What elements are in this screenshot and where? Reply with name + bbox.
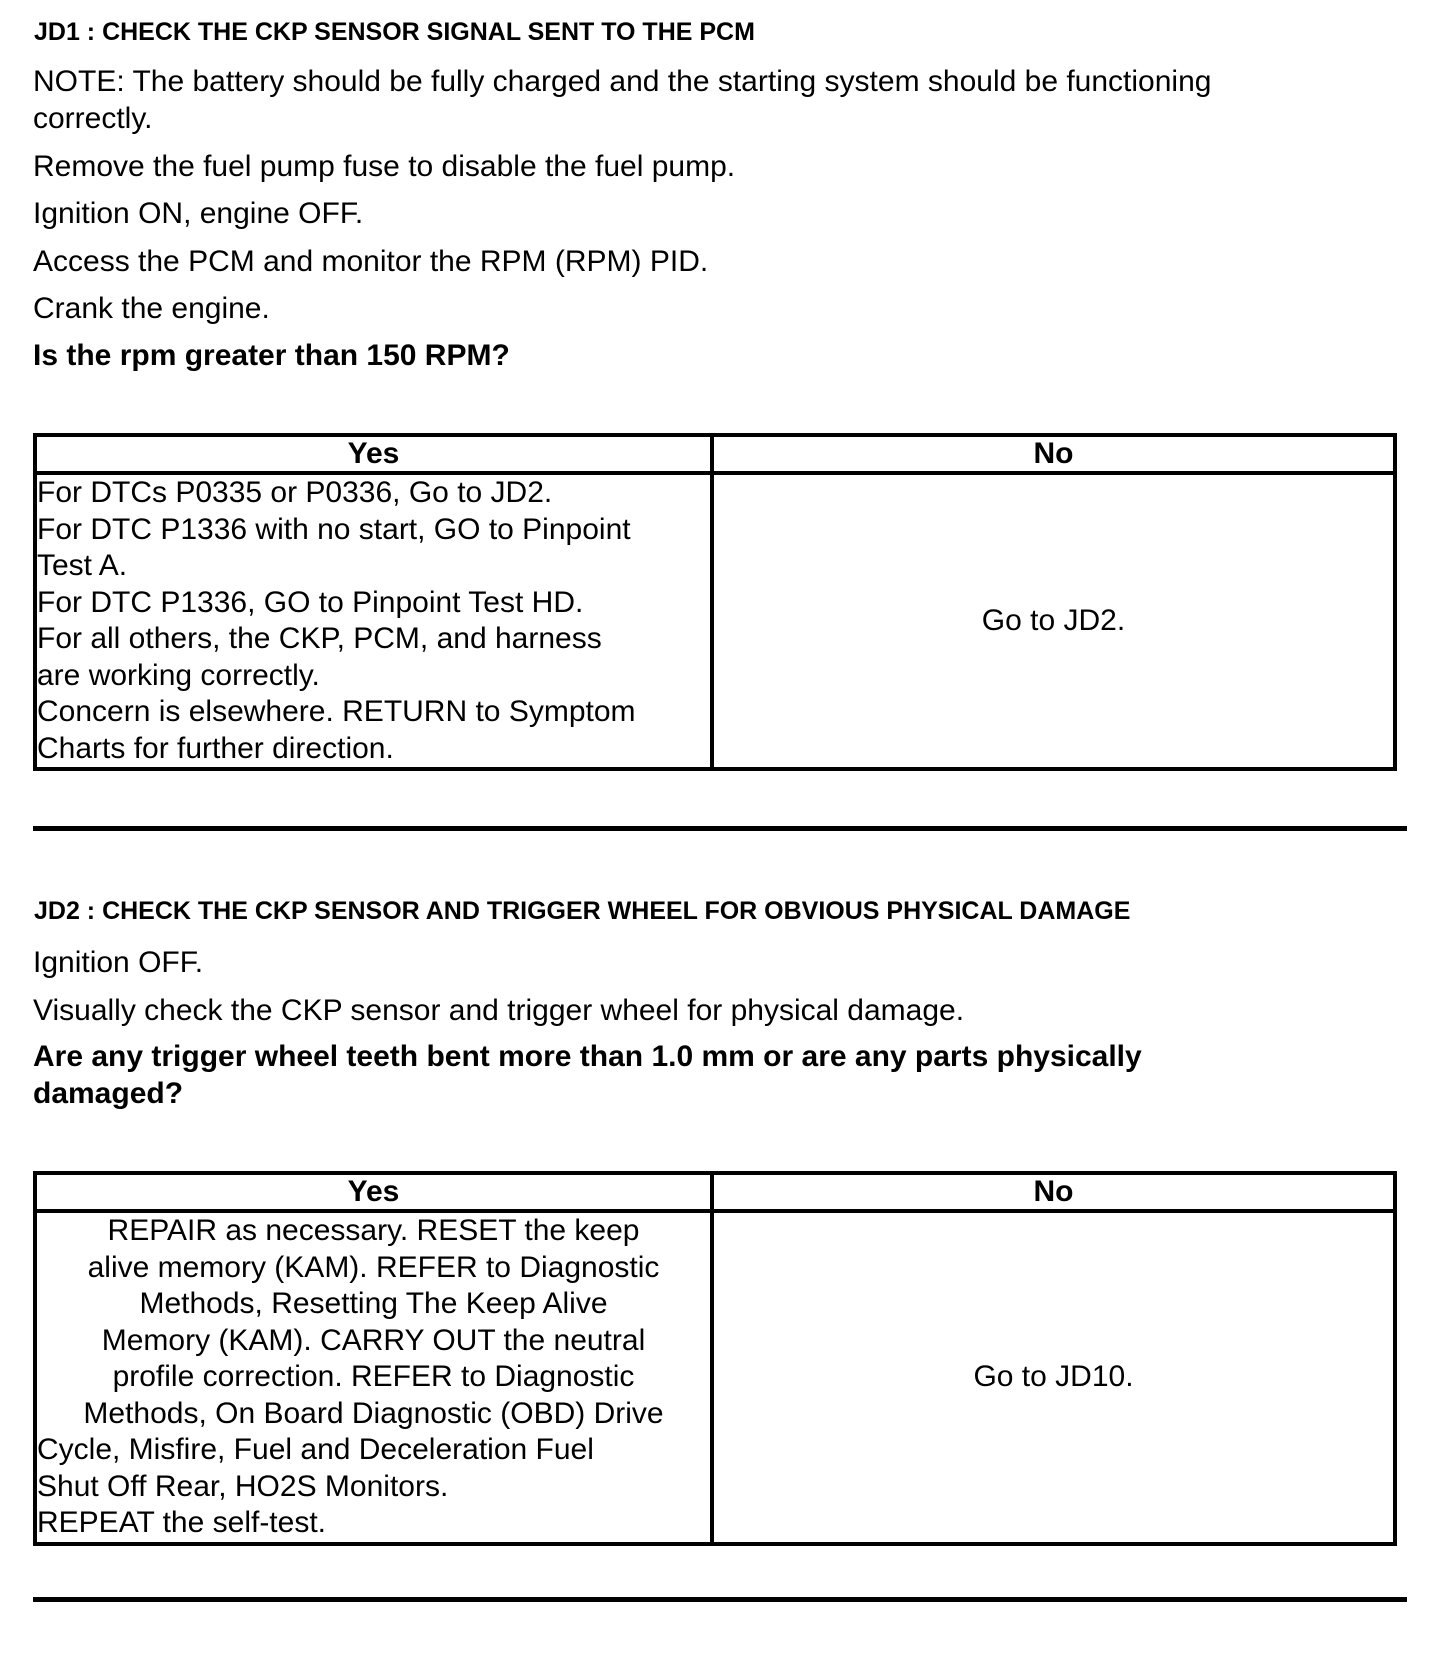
jd1-step-3: Access the PCM and monitor the RPM (RPM) PID. [33, 245, 709, 278]
jd1-yes-line-7: Concern is elsewhere. RETURN to Symptom [37, 695, 636, 728]
jd1-question: Is the rpm greater than 150 RPM? [33, 339, 510, 372]
jd2-yes-line-5: profile correction. REFER to Diagnostic [112, 1360, 635, 1393]
jd2-yes-line-6: Methods, On Board Diagnostic (OBD) Drive [83, 1396, 664, 1430]
section-divider-2 [33, 1597, 1407, 1602]
jd2-table-header-row [35, 1173, 1395, 1211]
jd1-decision-table [33, 433, 1397, 771]
jd2-yes-line-4: Memory (KAM). CARRY OUT the neutral [101, 1323, 646, 1357]
jd2-yes-line-2: alive memory (KAM). REFER to Diagnostic [87, 1250, 660, 1284]
jd1-yes-line-6: are working correctly. [37, 658, 320, 692]
jd1-table-header-row [35, 435, 1395, 473]
jd2-yes-line-9: REPEAT the self-test. [37, 1506, 326, 1539]
jd1-step-2: Ignition ON, engine OFF. [33, 197, 364, 230]
jd1-step-4: Crank the engine. [33, 292, 270, 325]
jd1-yes-line-4: For DTC P1336, GO to Pinpoint Test HD. [37, 585, 584, 619]
jd2-question-line-1: Are any trigger wheel teeth bent more than 1.0 mm or are any parts physically [33, 1040, 1142, 1073]
jd2-yes-line-7: Cycle, Misfire, Fuel and Deceleration Fuel [37, 1433, 594, 1466]
jd1-yes-line-1: For DTCs P0335 or P0336, Go to JD2. [37, 476, 553, 509]
jd2-yes-line-8: Shut Off Rear, HO2S Monitors. [37, 1469, 449, 1503]
jd1-yes-line-8: Charts for further direction. [37, 731, 394, 765]
jd2-table-body-row [35, 1211, 1395, 1544]
jd2-step-1: Ignition OFF. [33, 946, 204, 979]
jd1-note-line-1: NOTE: The battery should be fully charged and the starting system should be functioning [33, 65, 1212, 98]
jd2-step-2: Visually check the CKP sensor and trigger wheel for physical damage. [33, 994, 965, 1027]
jd2-yes-header: Yes [35, 1173, 712, 1211]
jd1-table-body-row [35, 473, 1395, 769]
jd1-yes-cell [35, 473, 712, 769]
jd1-yes-header: Yes [35, 435, 712, 473]
jd1-no-cell: Go to JD2. [712, 473, 1395, 769]
jd2-heading: JD2 : CHECK THE CKP SENSOR AND TRIGGER WHEEL FOR OBVIOUS PHYSICAL DAMAGE [34, 897, 1131, 925]
jd2-yes-line-1: REPAIR as necessary. RESET the keep [107, 1214, 640, 1247]
jd1-heading: JD1 : CHECK THE CKP SENSOR SIGNAL SENT TO THE PCM [34, 18, 755, 46]
jd1-yes-line-5: For all others, the CKP, PCM, and harness [37, 622, 602, 655]
jd1-note-line-2: correctly. [33, 102, 153, 135]
jd2-no-cell: Go to JD10. [712, 1211, 1395, 1544]
section-divider-1 [33, 826, 1407, 831]
jd1-no-header: No [712, 435, 1395, 473]
jd2-no-header: No [712, 1173, 1395, 1211]
jd2-yes-line-3: Methods, Resetting The Keep Alive [139, 1287, 608, 1320]
jd2-yes-cell [35, 1211, 712, 1544]
jd1-step-1: Remove the fuel pump fuse to disable the fuel pump. [33, 150, 736, 183]
jd1-yes-line-2: For DTC P1336 with no start, GO to Pinpoint [37, 512, 631, 546]
jd1-yes-line-3: Test A. [37, 549, 128, 582]
jd2-decision-table [33, 1171, 1397, 1546]
jd2-question-line-2: damaged? [33, 1077, 184, 1110]
